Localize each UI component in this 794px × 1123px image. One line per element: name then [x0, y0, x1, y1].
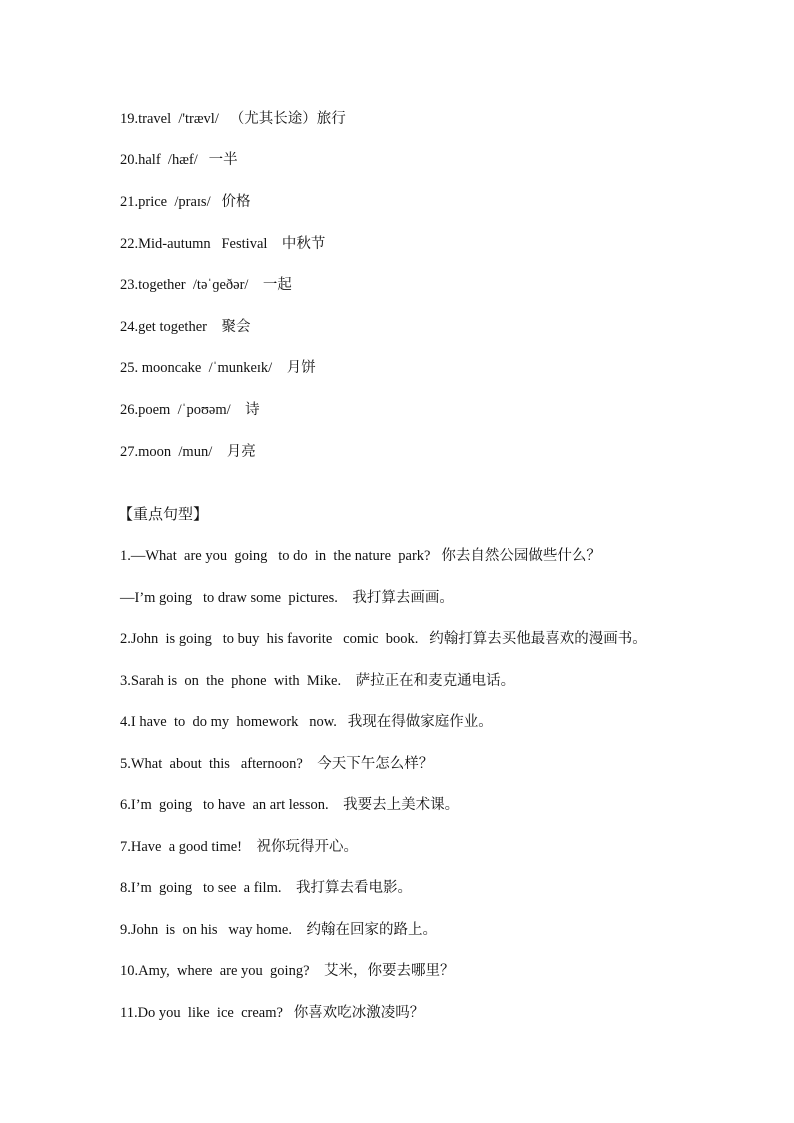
sentence-6: 6.I’m going to have an art lesson. 我要去上美术课。 [120, 797, 460, 813]
sentence-1-answer: —I’m going to draw some pictures. 我打算去画画。 [120, 590, 454, 606]
sentence-2: 2.John is going to buy his favorite comic book. 约翰打算去买他最喜欢的漫画书。 [120, 631, 647, 647]
vocab-item-poem: 26.poem /ˈpoʊəm/ 诗 [120, 402, 260, 418]
vocab-item-moon: 27.moon /mun/ 月亮 [120, 444, 256, 460]
sentence-8: 8.I’m going to see a film. 我打算去看电影。 [120, 880, 412, 896]
vocab-item-price: 21.price /praɪs/ 价格 [120, 194, 251, 210]
vocab-item-mid-autumn-festival: 22.Mid-autumn Festival 中秋节 [120, 236, 326, 252]
section-title-key-sentences: 【重点句型】 [118, 505, 209, 523]
sentence-5: 5.What about this afternoon? 今天下午怎么样？ [120, 756, 434, 772]
vocab-item-get-together: 24.get together 聚会 [120, 319, 251, 335]
sentence-9: 9.John is on his way home. 约翰在回家的路上。 [120, 922, 437, 938]
vocab-item-half: 20.half /hæf/ 一半 [120, 152, 238, 168]
sentence-4: 4.I have to do my homework now. 我现在得做家庭作业。 [120, 714, 493, 730]
sentence-10: 10.Amy, where are you going? 艾米，你要去哪里？ [120, 963, 455, 979]
vocab-item-together: 23.together /təˈɡeðər/ 一起 [120, 277, 292, 293]
sentence-1-question: 1.—What are you going to do in the nature park? 你去自然公园做些什么？ [120, 548, 601, 564]
sentence-3: 3.Sarah is on the phone with Mike. 萨拉正在和麦克通电话。 [120, 673, 516, 689]
sentence-11: 11.Do you like ice cream? 你喜欢吃冰激凌吗？ [120, 1005, 425, 1021]
vocab-item-mooncake: 25. mooncake /ˈmunkeɪk/ 月饼 [120, 360, 316, 376]
sentence-7: 7.Have a good time! 祝你玩得开心。 [120, 839, 359, 855]
vocab-item-travel: 19.travel /'trævl/ （尤其长途）旅行 [120, 111, 346, 127]
